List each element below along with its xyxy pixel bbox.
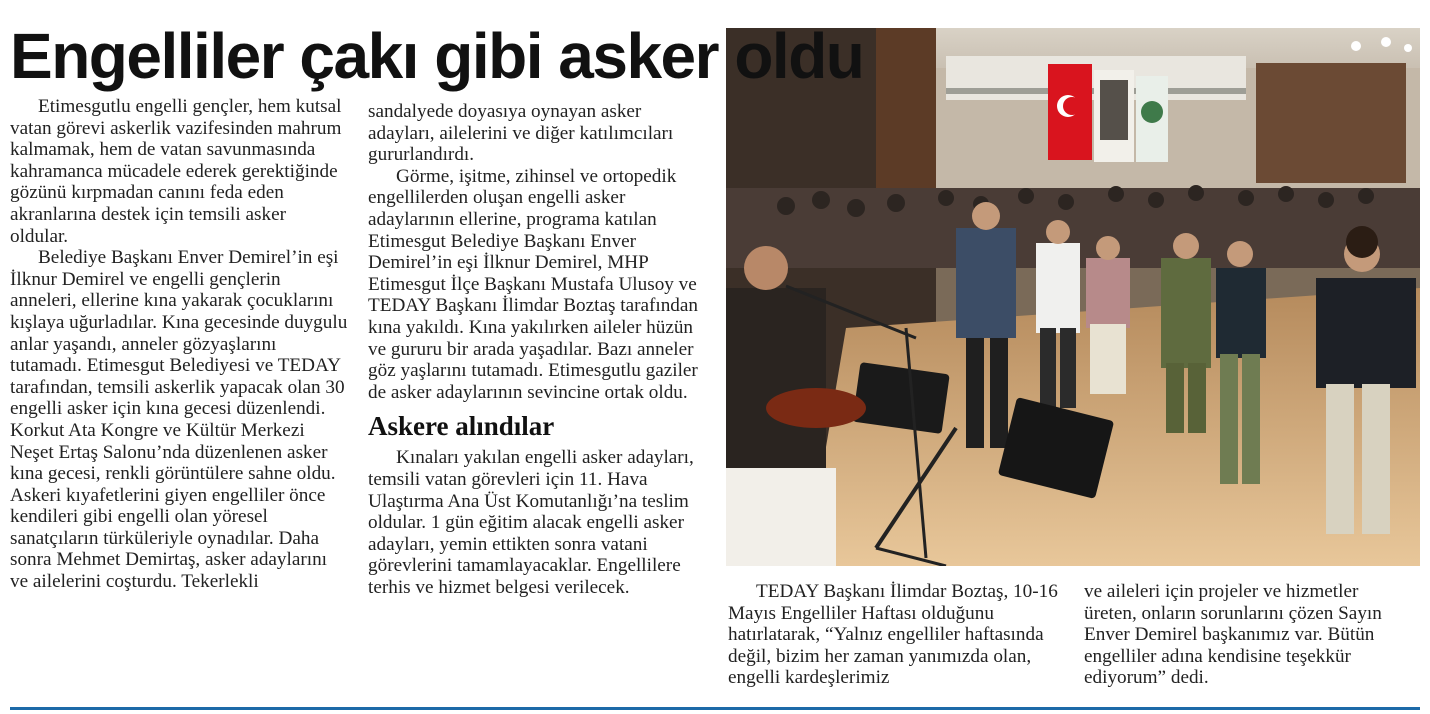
paragraph: Görme, işitme, zihinsel ve ortopedik engellilerden oluşan engelli asker adaylarının ellerine, programa katılan Etimesgut Belediye Başkanı Enver Demirel’in eşi İlknur Demirel, MHP Etimesgut İlçe Başkanı Mustafa Ulusoy ve TEDAY Başkanı İlimdar Boztaş tarafından kına yakıldı. Kına yakılırken aileler hüzün ve gururu bir arada yaşadılar. Bazı anneler göz yaşlarını tutamadı. Etimesgutlu gaziler de asker adaylarının sevincine ortak oldu.	[368, 165, 699, 403]
closing-column-2	[1084, 581, 1414, 689]
article-column-1	[10, 96, 348, 593]
article-column-2	[368, 101, 708, 598]
paragraph: sandalyede doyasıya oynayan asker adayları, ailelerini ve diğer katılımcıları gururlandırdı.	[368, 101, 674, 166]
event-photo	[726, 28, 1420, 566]
closing-column-1	[728, 581, 1066, 689]
paragraph: Belediye Başkanı Enver Demirel’in eşi İlknur Demirel ve engelli gençlerin anneleri, ellerine kına yakarak çocuklarını kışlaya uğurladılar. Kına gecesinde duygulu anlar yaşandı, anneler gözyaşlarını tutamadı. Etimesgut Belediyesi ve TEDAY tarafından, temsili askerlik yapacak olan 30 engelli asker için kına gecesi düzenlendi. Korkut Ata Kongre ve Kültür Merkezi Neşet Ertaş Salonu’nda düzenlenen asker kına gecesi, renkli görüntülere sahne oldu. Askeri kıyafetlerini giyen engelliler önce kendileri gibi engelli olan yöresel sanatçıların türküleriyle oynadılar. Daha sonra Mehmet Demirtaş, asker adaylarını ve ailelerini coşturdu. Tekerlekli	[10, 247, 348, 593]
paragraph: Etimesgutlu engelli gençler, hem kutsal vatan görevi askerlik vazifesinden mahrum kalmamak, hem de vatan savunmasında kahramanca mücadele ederek gerektiğinde gözünü kırpmadan canını feda eden akranlarına destek için temsili asker oldular.	[10, 96, 342, 247]
photo-illustration	[726, 28, 1420, 566]
headline: Engelliler çakı gibi asker oldu	[10, 20, 864, 92]
paragraph: TEDAY Başkanı İlimdar Boztaş, 10-16 Mayıs Engelliler Haftası olduğunu hatırlatarak, “Yalnız engelliler haftasında değil, bizim her zaman yanımızda olan, engelli kardeşlerimiz	[728, 581, 1058, 689]
bottom-rule	[10, 707, 1420, 710]
paragraph: ve aileleri için projeler ve hizmetler üreten, onların sorunlarını çözen Sayın Enver Demirel başkanımız var. Bütün engelliler adına kendisine teşekkür ediyorum” dedi.	[1084, 581, 1382, 689]
subheading: Askere alındılar	[368, 411, 555, 442]
paragraph: Kınaları yakılan engelli asker adayları, temsili vatan görevleri için 11. Hava Ulaştırma Ana Üst Komutanlığı’na teslim oldular. 1 gün eğitim alacak engelli asker adayları, yemin ettikten sonra vatani görevlerini tamamlayacaklar. Engellilere terhis ve hizmet belgesi verilecek.	[368, 447, 694, 598]
